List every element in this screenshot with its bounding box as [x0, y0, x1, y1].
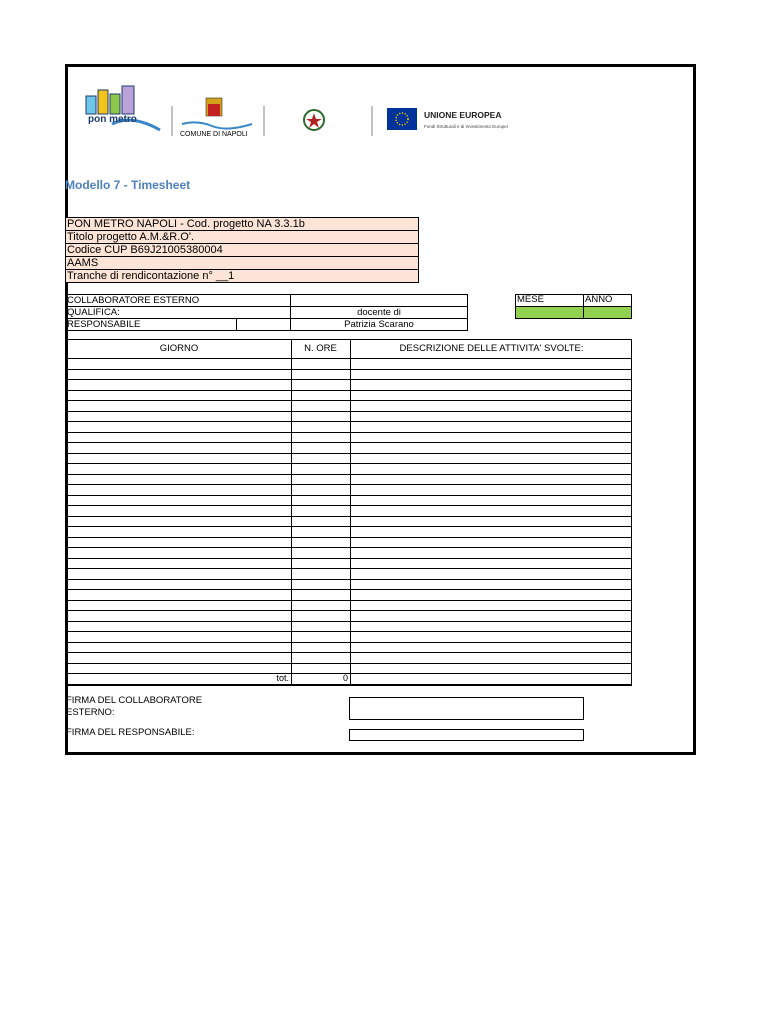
anno-label: ANNO — [585, 294, 613, 305]
column-header-giorno: GIORNO — [159, 343, 199, 354]
firma-collaboratore-label: FIRMA DEL COLLABORATORE ESTERNO: — [66, 695, 203, 718]
table-row — [67, 411, 631, 412]
table-row — [67, 474, 631, 475]
info-row: Codice CUP B69J21005380004 — [66, 244, 419, 257]
table-row — [67, 484, 631, 485]
qualifica-value[interactable]: docente di — [357, 307, 401, 318]
total-value: 0 — [342, 673, 348, 683]
table-row — [67, 421, 631, 422]
comune-di-napoli-logo — [180, 98, 252, 138]
table-row — [67, 358, 631, 359]
timesheet-table — [66, 339, 632, 686]
table-row — [67, 610, 631, 611]
table-row — [67, 379, 631, 380]
firma-responsabile-box[interactable] — [349, 729, 584, 741]
italian-republic-emblem — [304, 110, 324, 130]
info-row: Tranche di rendicontazione n° __1 — [66, 270, 419, 283]
table-row — [67, 684, 631, 685]
logos-strip — [82, 84, 552, 146]
mese-input[interactable] — [516, 306, 583, 318]
table-row — [67, 652, 631, 653]
svg-text:COMUNE DI NAPOLI: COMUNE DI NAPOLI — [180, 131, 248, 138]
table-row — [67, 505, 631, 506]
firma-responsabile-label: FIRMA DEL RESPONSABILE: — [66, 727, 195, 738]
anno-input[interactable] — [584, 306, 631, 318]
table-row — [67, 369, 631, 370]
table-row — [67, 537, 631, 538]
table-row — [67, 642, 631, 643]
total-label: tot. — [276, 673, 289, 683]
responsabile-value[interactable]: Patrizia Scarano — [344, 319, 414, 330]
table-row — [67, 547, 631, 548]
table-row — [67, 663, 631, 664]
table-row — [67, 390, 631, 391]
table-row — [67, 579, 631, 580]
info-row: Titolo progetto A.M.&R.O'. — [66, 231, 419, 244]
table-row — [67, 442, 631, 443]
table-row — [67, 432, 631, 433]
table-row — [67, 558, 631, 559]
table-row — [67, 526, 631, 527]
table-row — [67, 495, 631, 496]
firma-collaboratore-box[interactable] — [349, 697, 584, 720]
project-info-table — [65, 217, 419, 283]
svg-text:pon metro: pon metro — [88, 114, 137, 125]
table-row — [67, 673, 631, 674]
responsabile-label: RESPONSABILE — [67, 319, 141, 330]
collaboratore-label: COLLABORATORE ESTERNO — [67, 295, 200, 306]
mese-label: MESE — [517, 294, 544, 305]
info-row: PON METRO NAPOLI - Cod. progetto NA 3.3.1b — [66, 218, 419, 231]
table-row — [67, 589, 631, 590]
table-row — [67, 600, 631, 601]
table-row — [67, 463, 631, 464]
info-row: AAMS — [66, 257, 419, 270]
table-row — [67, 621, 631, 622]
table-row — [67, 568, 631, 569]
table-row — [67, 400, 631, 401]
eu-flag-logo — [387, 108, 508, 130]
table-row — [67, 516, 631, 517]
svg-text:Fondi Strutturali e di Investi: Fondi Strutturali e di Investimento Europei — [424, 124, 508, 129]
document-title: Modello 7 - Timesheet — [65, 178, 191, 192]
column-header-descrizione: DESCRIZIONE DELLE ATTIVITA' SVOLTE: — [399, 343, 584, 354]
svg-text:UNIONE EUROPEA: UNIONE EUROPEA — [424, 110, 502, 120]
column-header-ore: N. ORE — [304, 343, 337, 354]
table-row — [67, 631, 631, 632]
pon-metro-logo — [86, 86, 160, 130]
qualifica-label: QUALIFICA: — [67, 307, 120, 318]
table-row — [67, 453, 631, 454]
